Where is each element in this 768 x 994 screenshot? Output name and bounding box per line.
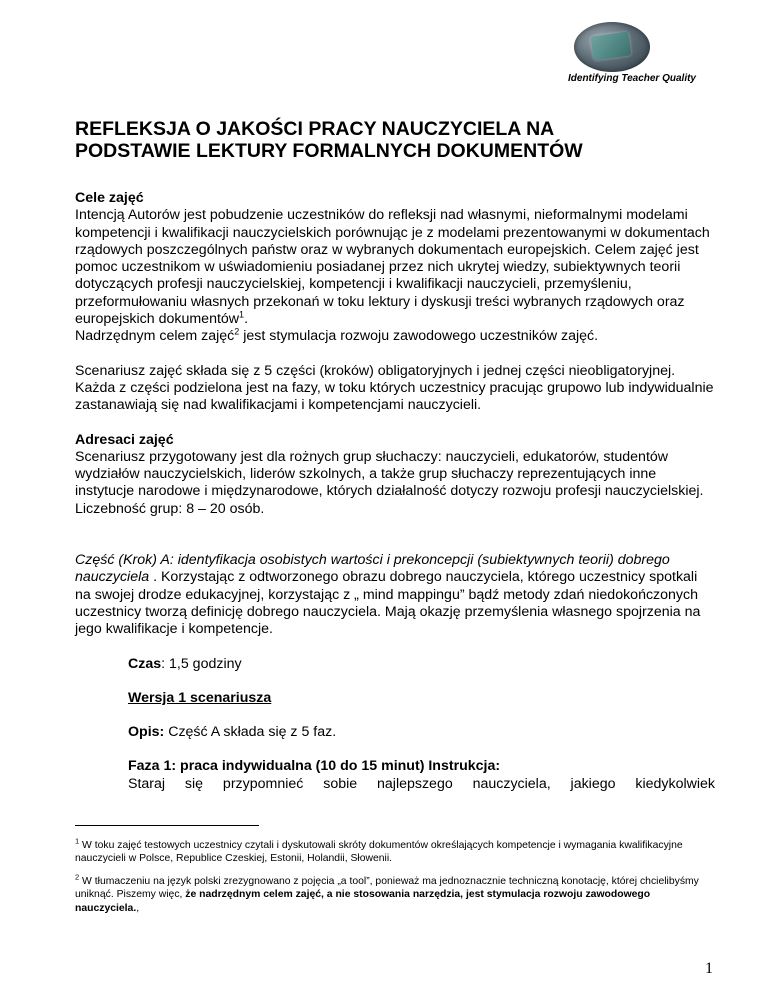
adresaci-text: Scenariusz przygotowany jest dla rożnych grup słuchaczy: nauczycieli, edukatorów, studentów wydziałów nauczycielskich, liderów szkolnych, a także grup słuchaczy reprezentujących inne instytucje narodowe i międzynarodowe, których działalność dotyczy rozwoju profesji nauczycielskiej. [75, 448, 704, 500]
identifying-teacher-quality-logo [574, 22, 650, 72]
cele-line2-start: Nadrzędnym celem zajęć [75, 328, 235, 345]
header-tagline: Identifying Teacher Quality [568, 73, 696, 84]
footnote-ref-2[interactable]: 2 [234, 326, 240, 337]
footnote-1-text: W toku zajęć testowych uczestnicy czytali i dyskutowali skróty dokumentów określających kompetencje i wymagania kwalifikacyjne nauczycieli w Polsce, Republice Czeskiej, Estonii, Holandii, Słowenii. [75, 840, 683, 865]
adresaci-count: Liczebność grup: 8 – 20 osób. [75, 500, 265, 517]
document-body [75, 118, 715, 793]
faza1-heading: Faza 1: praca indywidualna (10 do 15 minut) Instrukcja: [128, 758, 501, 775]
page-number: 1 [705, 960, 713, 977]
title-line-1: REFLEKSJA O JAKOŚCI PRACY NAUCZYCIELA NA [75, 118, 555, 140]
czesc-a-italic: Część (Krok) A: identyfikacja osobistych wartości i prekoncepcji (subiektywnych teorii) dobrego nauczyciela [75, 552, 670, 586]
czesc-a-paragraph [75, 552, 715, 638]
czas-label: Czas [128, 655, 162, 672]
scenariusz-intro: Scenariusz zajęć składa się z 5 części (kroków) obligatoryjnych i jednej części nieobligatoryjnej. Każda z części podzielona jest na fazy, w toku których uczestnicy pracując grupowo lub indywidualnie zastanawiają się nad kwalifikacjami i kompetencjami nauczycieli. [75, 362, 714, 414]
footnote-2-end: , [136, 902, 140, 914]
cele-heading: Cele zajęć [75, 190, 144, 206]
cele-line2-end: jest stymulacja rozwoju zawodowego uczestników zajęć. [239, 328, 599, 345]
cele-paragraph [75, 207, 715, 345]
czas-line [75, 656, 715, 673]
cele-end: . [244, 311, 249, 328]
faza1-text: Staraj się przypomnieć sobie najlepszego nauczyciela, jakiego kiedykolwiek [128, 775, 715, 792]
adresaci-heading: Adresaci zajęć [75, 431, 174, 448]
czas-value: : 1,5 godziny [161, 655, 242, 672]
footnote-1-number: 1 [75, 836, 80, 846]
document-title [75, 118, 715, 162]
footnote-2 [75, 872, 713, 915]
wersja-heading: Wersja 1 scenariusza [128, 689, 272, 706]
opis-line [75, 724, 715, 741]
footnote-ref-1[interactable]: 1 [239, 309, 245, 320]
footnotes [75, 836, 713, 924]
cele-text: Intencją Autorów jest pobudzenie uczestników do refleksji nad własnymi, nieformalnymi modelami kompetencji i kwalifikacji nauczycielskich porównując je z modelami prezentowanymi w dokumentach rządowych poszczególnych państw oraz w wybranych dokumentach europejskich. Celem zajęć jest pomoc uczestnikom w uświadomieniu posiadanej przez nich ukrytej wiedzy, subiektywnych teorii dotyczących profesji nauczycielskiej, kompetencji i kwalifikacji nauczycieli, przemyśleniu, przeformułowaniu własnych przekonań w toku lektury i dyskusji treści wybranych rządowych oraz europejskich dokumentów [75, 207, 710, 328]
opis-value: Część A składa się z 5 faz. [164, 724, 337, 741]
footnote-separator [75, 825, 259, 826]
footnote-1 [75, 836, 713, 866]
footnote-2-number: 2 [75, 872, 80, 882]
opis-label: Opis: [128, 724, 165, 741]
footnote-2-text: W tłumaczeniu na język polski zrezygnowano z pojęcia „a tool”, ponieważ ma jednoznacznie techniczną konotację, której chcielibyśmy uniknąć. Piszemy więc, [75, 875, 699, 901]
title-line-2: PODSTAWIE LEKTURY FORMALNYCH DOKUMENTÓW [75, 140, 583, 162]
footnote-2-bold: że nadrzędnym celem zajęć, a nie stosowania narzędzia, jest stymulacja rozwoju zawodowego nauczyciela. [75, 889, 651, 914]
czesc-a-text: . Korzystając z odtworzonego obrazu dobrego nauczyciela, którego uczestnicy spotkali na swojej drodze edukacyjnej, korzystając z „ mind mappingu” bądź metody zdań niedokończonych uczestnicy tworzą definicję dobrego nauczyciela. Mają okazję przemyślenia własnego spojrzenia na jego kwalifikacje i kompetencje. [75, 569, 701, 638]
